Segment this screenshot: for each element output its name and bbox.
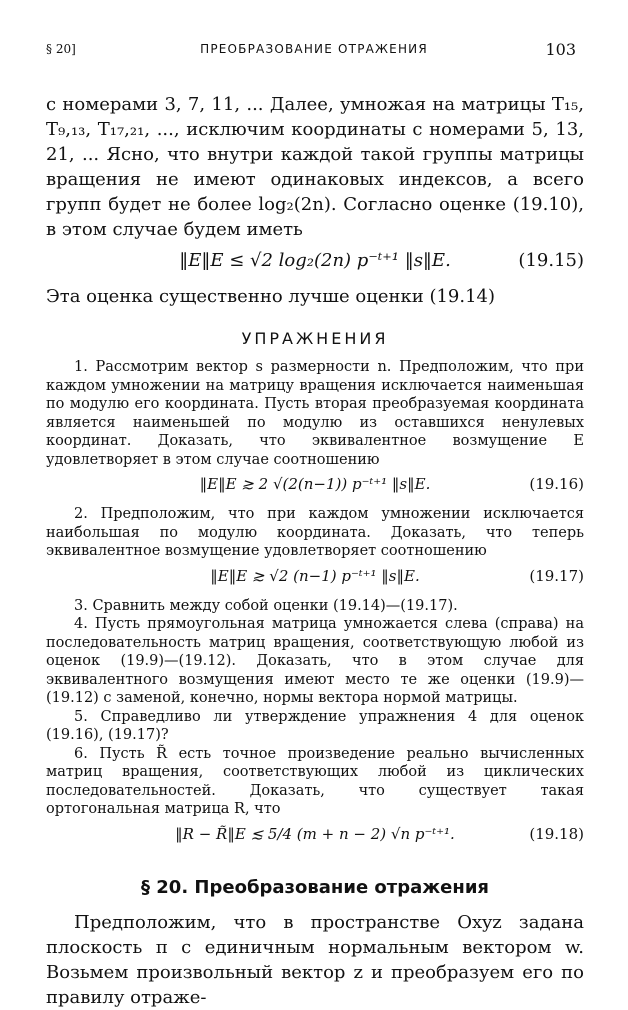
exercise-4: 4. Пусть прямоугольная матрица умножается слева (справа) на последовательность матриц вращения, соответствующую любой из оценок (19.9)—(19.12). Доказать, что в этом случае для эквивалентного возмущения имеют место те же оценки (19.9)—(19.12) с заменой, конечно, нормы вектора нормой матрицы. (46, 616, 584, 706)
paragraph-1: с номерами 3, 7, 11, ... Далее, умножая на матрицы T₁₅, T₉,₁₃, T₁₇,₂₁, ..., исключим координаты с номерами 5, 13, 21, ... Ясно, что внутри каждой такой группы матрицы вращения не имеют одинаковых индексов, а всего групп будет не более log₂(2n). Согласно оценке (19.10), в этом случае будем иметь (46, 94, 584, 240)
exercise-3: 3. Сравнить между собой оценки (19.14)—(19.17). (74, 597, 458, 614)
exercise-1: 1. Рассмотрим вектор s размерности n. Предположим, что при каждом умножении на матрицу вращения исключается наименьшая по модулю его координата. Пусть вторая преобразуемая координата является наименьшей по модулю из оставшихся ненулевых координат. Доказать, что эквивалентное возмущение E удовлетворяет в этом случае соотношению (46, 359, 584, 468)
formula-expression: ‖E‖E ≳ 2 √(2(n−1)) p⁻ᵗ⁺¹ ‖s‖E. (199, 475, 431, 493)
formula-number: (19.18) (529, 824, 584, 843)
formula-19-16 (46, 475, 584, 505)
formula-expression: ‖R − R̃‖E ≲ 5/4 (m + n − 2) √n p⁻ᵗ⁺¹. (175, 824, 455, 843)
exercises-heading: УПРАЖНЕНИЯ (241, 329, 389, 348)
section-ref: § 20] (46, 42, 76, 56)
running-header (0, 40, 628, 64)
paragraph-3: Предположим, что в пространстве Oxyz задана плоскость π с единичным нормальным вектором w. Возьмем произвольный вектор z и преобразуем его по правилу отраже- (46, 911, 584, 1008)
running-title: ПРЕОБРАЗОВАНИЕ ОТРАЖЕНИЯ (200, 42, 428, 56)
formula-19-15 (46, 250, 584, 284)
formula-expression: ‖E‖E ≳ √2 (n−1) p⁻ᵗ⁺¹ ‖s‖E. (210, 566, 420, 585)
exercise-6: 6. Пусть R̃ есть точное произведение реально вычисленных матриц вращения, соответствующих любой из циклических последовательностей. Доказать, что существует такая ортогональная матрица R, что (46, 745, 584, 817)
formula-19-18 (46, 825, 584, 855)
formula-number: (19.15) (518, 250, 584, 271)
formula-19-17 (46, 567, 584, 597)
main-text (46, 92, 584, 1010)
paragraph-2: Эта оценка существенно лучше оценки (19.14) (46, 286, 496, 307)
exercise-2: 2. Предположим, что при каждом умножении исключается наибольшая по модулю координата. Доказать, что теперь эквивалентное возмущение удовлетворяет соотношению (46, 506, 584, 559)
formula-expression: ‖E‖E ≤ √2 log₂(2n) p⁻ᵗ⁺¹ ‖s‖E. (179, 250, 451, 271)
page-number: 103 (545, 40, 576, 59)
section-title: § 20. Преобразование отражения (141, 876, 489, 898)
formula-number: (19.16) (529, 475, 584, 493)
exercise-5: 5. Справедливо ли утверждение упражнения 4 для оценок (19.16), (19.17)? (46, 708, 584, 743)
formula-number: (19.17) (529, 566, 584, 585)
